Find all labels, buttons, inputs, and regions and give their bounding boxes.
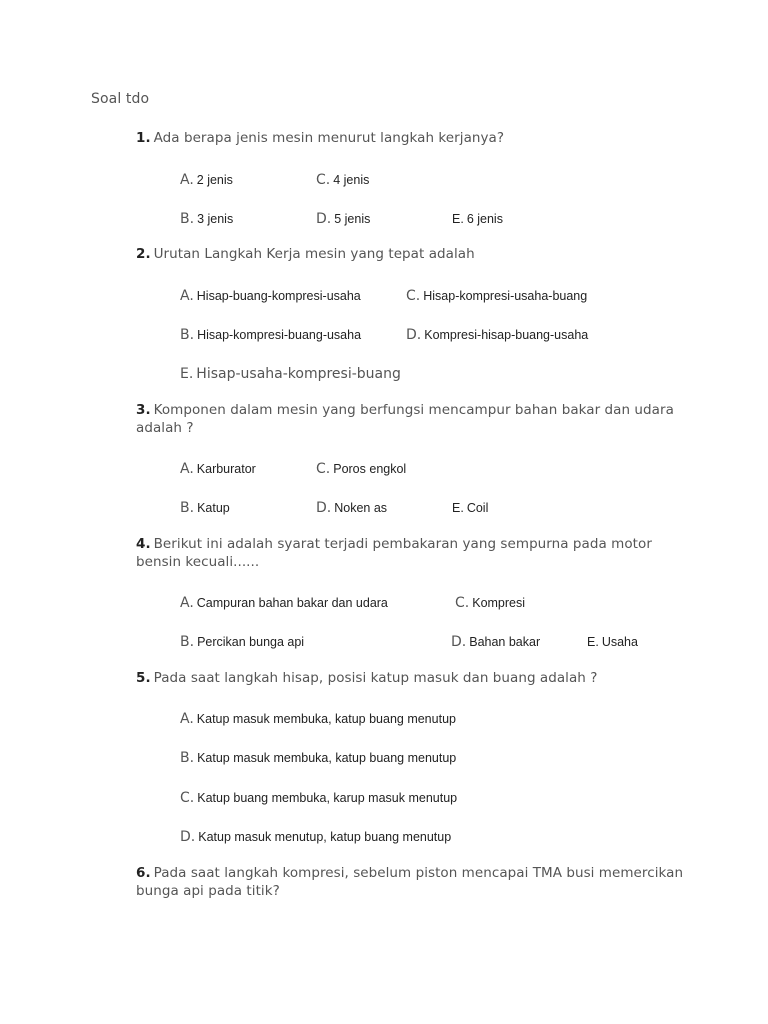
option-3b: B. Katup: [180, 500, 230, 516]
question-number: 4.: [136, 536, 151, 552]
option-4b: B. Percikan bunga api: [180, 634, 305, 650]
option-1b: B. 3 jenis: [180, 211, 234, 227]
option-3e: E. Coil: [452, 501, 489, 515]
question-text: Urutan Langkah Kerja mesin yang tepat adalah: [153, 246, 475, 262]
option-3d: D. Noken as: [316, 500, 388, 516]
question-4: [136, 535, 696, 571]
option-4e: E. Usaha: [587, 635, 638, 649]
option-4d: D. Bahan bakar: [451, 634, 541, 650]
option-5c: C. Katup buang membuka, karup masuk menutup: [180, 790, 458, 806]
option-5d: D. Katup masuk menutup, katup buang menutup: [180, 829, 452, 845]
option-2c: C. Hisap-kompresi-usaha-buang: [406, 288, 588, 304]
question-number: 1.: [136, 130, 151, 146]
question-number: 6.: [136, 865, 151, 881]
option-3a: A. Karburator: [180, 461, 256, 477]
question-number: 5.: [136, 670, 151, 686]
option-5a: A. Katup masuk membuka, katup buang menutup: [180, 711, 456, 727]
question-6: [136, 864, 696, 900]
question-text: Komponen dalam mesin yang berfungsi mencampur bahan bakar dan udara adalah ?: [136, 402, 674, 436]
question-number: 3.: [136, 402, 151, 418]
question-number: 2.: [136, 246, 151, 262]
question-2: [136, 245, 696, 263]
question-5: [136, 669, 696, 687]
option-5b: B. Katup masuk membuka, katup buang menutup: [180, 750, 457, 766]
question-text: Pada saat langkah kompresi, sebelum piston mencapai TMA busi memercikan bunga api pada titik?: [136, 865, 684, 899]
option-1c: C. 4 jenis: [316, 172, 370, 188]
question-text: Berikut ini adalah syarat terjadi pembakaran yang sempurna pada motor bensin kecuali......: [136, 536, 652, 570]
question-text: Ada berapa jenis mesin menurut langkah kerjanya?: [153, 130, 505, 146]
option-1a: A. 2 jenis: [180, 172, 233, 188]
option-4a: A. Campuran bahan bakar dan udara: [180, 595, 388, 611]
option-1e: E. 6 jenis: [452, 212, 503, 226]
question-text: Pada saat langkah hisap, posisi katup masuk dan buang adalah ?: [153, 670, 598, 686]
question-1: [136, 129, 696, 147]
option-2b: B. Hisap-kompresi-buang-usaha: [180, 327, 362, 343]
option-4c: C. Kompresi: [455, 595, 526, 611]
option-2a: A. Hisap-buang-kompresi-usaha: [180, 288, 361, 304]
option-2e: E. Hisap-usaha-kompresi-buang: [180, 366, 401, 382]
option-1d: D. 5 jenis: [316, 211, 371, 227]
document-title: Soal tdo: [91, 91, 150, 107]
option-2d: D. Kompresi-hisap-buang-usaha: [406, 327, 589, 343]
question-3: [136, 401, 696, 437]
option-3c: C. Poros engkol: [316, 461, 407, 477]
